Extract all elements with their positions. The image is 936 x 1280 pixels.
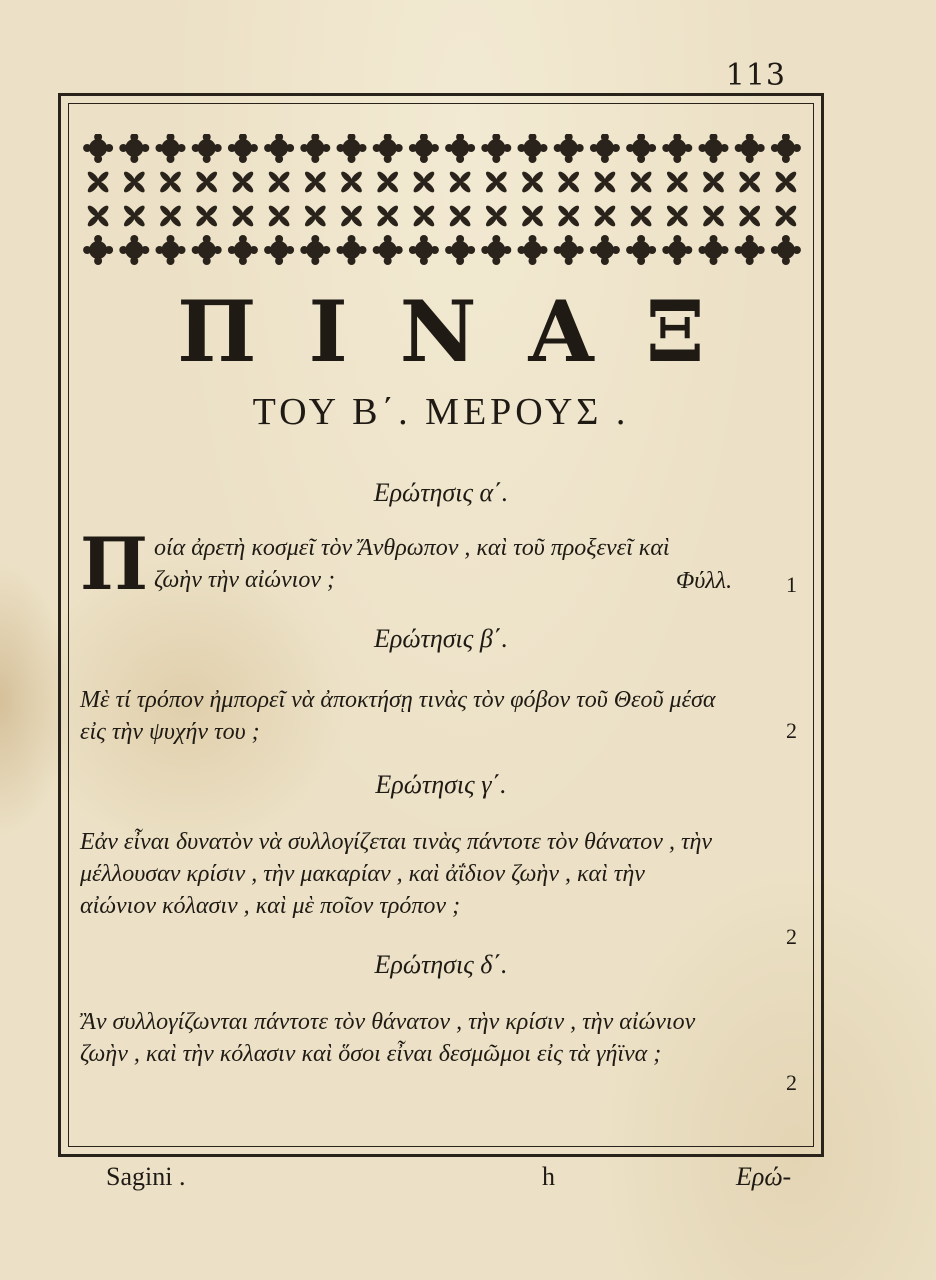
entry-heading-1: Ερώτησις α΄. <box>373 478 509 507</box>
fleuron-icon <box>699 235 729 265</box>
fleuron-icon <box>412 170 436 194</box>
fleuron-icon <box>409 235 439 265</box>
fleuron-icon <box>771 134 801 163</box>
fleuron-icon <box>445 235 475 265</box>
fleuron-icon <box>231 204 255 228</box>
entry-text-1-body: οία ἀρετὴ κοσμεῖ τὸν Ἄνθρωπον , καὶ τοῦ προξενεῖ καὶ ζωὴν τὴν αἰώνιον ; <box>154 535 670 593</box>
fleuron-icon <box>590 134 620 163</box>
fleuron-icon <box>662 134 692 163</box>
fleuron-icon <box>518 235 548 265</box>
fleuron-icon <box>554 235 584 265</box>
fleuron-icon <box>662 235 692 265</box>
fleuron-icon <box>590 235 620 265</box>
fleuron-icon <box>264 235 294 265</box>
fleuron-icon <box>412 204 436 228</box>
fleuron-icon <box>267 170 291 194</box>
fleuron-icon <box>156 235 186 265</box>
fleuron-icon <box>699 134 729 163</box>
fleuron-icon <box>448 204 472 228</box>
entry-heading-2: Ερώτησις β΄. <box>374 624 508 653</box>
fleuron-icon <box>771 235 801 265</box>
entry-text-4: Ἂν συλλογίζωνται πάντοτε τὸν θάνατον , τὴν κρίσιν , τὴν αἰώνιον ζωὴν , καὶ τὴν κόλασιν καὶ ὅσοι εἶναι δεσμῶμοι εἰς τὰ γήϊνα ; <box>80 1009 696 1067</box>
fleuron-icon <box>701 170 725 194</box>
fleuron-icon <box>448 170 472 194</box>
fleuron-icon <box>665 204 689 228</box>
fleuron-icon <box>264 134 294 163</box>
fleuron-icon <box>119 235 149 265</box>
fleuron-icon <box>593 170 617 194</box>
fleuron-icon <box>303 170 327 194</box>
fleuron-icon <box>481 134 511 163</box>
page-title: ΠΙΝΑΞ <box>177 282 757 381</box>
fleuron-icon <box>158 170 182 194</box>
fleuron-icon <box>376 170 400 194</box>
fleuron-icon <box>735 235 765 265</box>
fleuron-icon <box>122 170 146 194</box>
fleuron-icon <box>156 134 186 163</box>
fleuron-icon <box>484 204 508 228</box>
page-number: 113 <box>725 58 786 93</box>
fleuron-icon <box>267 204 291 228</box>
fleuron-icon <box>158 204 182 228</box>
fleuron-icon <box>192 235 222 265</box>
fleuron-icon <box>373 235 403 265</box>
entry-text-3: Εἀν εἶναι δυνατὸν νὰ συλλογίζεται τινὰς πάντοτε τὸν θάνατον , τὴν μέλλουσαν κρίσιν , τὴν μακαρίαν , καὶ ἀΐδιον ζωὴν , καὶ τὴν αἰώνιον κόλασιν , καὶ μὲ ποῖον τρόπον ; <box>80 829 713 919</box>
fleuron-icon <box>339 170 363 194</box>
fleuron-icon <box>629 170 653 194</box>
entry-page-2: 2 <box>786 718 797 743</box>
fleuron-icon <box>376 204 400 228</box>
fleuron-icon <box>195 204 219 228</box>
fleuron-icon <box>626 134 656 163</box>
footer-gathering-mark: h <box>542 1162 555 1191</box>
entry-text-1 <box>80 521 720 606</box>
entry-page-3: 2 <box>786 924 797 949</box>
fleuron-icon <box>520 204 544 228</box>
fleuron-icon <box>231 170 255 194</box>
fleuron-icon <box>445 134 475 163</box>
fleuron-icon <box>86 204 110 228</box>
footer-signature: Sagini . <box>106 1162 186 1191</box>
fleuron-icon <box>774 170 798 194</box>
entry-page-4: 2 <box>786 1070 797 1095</box>
fleuron-icon <box>337 134 367 163</box>
fleuron-icon <box>300 235 330 265</box>
fleuron-icon <box>339 204 363 228</box>
fleuron-icon <box>122 204 146 228</box>
fleuron-icon <box>557 204 581 228</box>
page-subtitle: ΤΟΥ Β΄. ΜΕΡΟΥΣ . <box>252 391 630 433</box>
fleuron-icon <box>518 134 548 163</box>
fleuron-icon <box>735 134 765 163</box>
fleuron-icon <box>83 134 113 163</box>
fleuron-icon <box>557 170 581 194</box>
drop-cap: Π <box>80 521 148 606</box>
fleuron-icon <box>481 235 511 265</box>
fleuron-icon <box>701 204 725 228</box>
fleuron-icon <box>520 170 544 194</box>
footer-catchword: Ερώ- <box>736 1162 792 1191</box>
fleuron-icon <box>409 134 439 163</box>
entry-source-1: Φύλλ. <box>676 568 733 594</box>
fleuron-icon <box>738 170 762 194</box>
fleuron-icon <box>195 170 219 194</box>
fleuron-icon <box>373 134 403 163</box>
fleuron-icon <box>228 235 258 265</box>
fleuron-icon <box>626 235 656 265</box>
fleuron-icon <box>303 204 327 228</box>
fleuron-icon <box>484 170 508 194</box>
fleuron-icon <box>593 204 617 228</box>
fleuron-icon <box>665 170 689 194</box>
fleuron-icon <box>83 235 113 265</box>
entry-heading-4: Ερώτησις δ΄. <box>374 950 508 979</box>
entry-text-2: Μὲ τί τρόπον ἠμπορεῖ νὰ ἀποκτήσῃ τινὰς τὸν φόβον τοῦ Θεοῦ μέσα εἰς τὴν ψυχήν του ; <box>80 687 716 745</box>
fleuron-icon <box>86 170 110 194</box>
ornamental-header-band <box>80 134 804 272</box>
entry-page-1: 1 <box>786 572 797 597</box>
fleuron-icon <box>119 134 149 163</box>
fleuron-icon <box>774 204 798 228</box>
fleuron-icon <box>554 134 584 163</box>
fleuron-icon <box>337 235 367 265</box>
fleuron-icon <box>192 134 222 163</box>
entry-heading-3: Ερώτησις γ΄. <box>375 770 507 799</box>
fleuron-icon <box>738 204 762 228</box>
fleuron-icon <box>629 204 653 228</box>
fleuron-icon <box>300 134 330 163</box>
fleuron-icon <box>228 134 258 163</box>
